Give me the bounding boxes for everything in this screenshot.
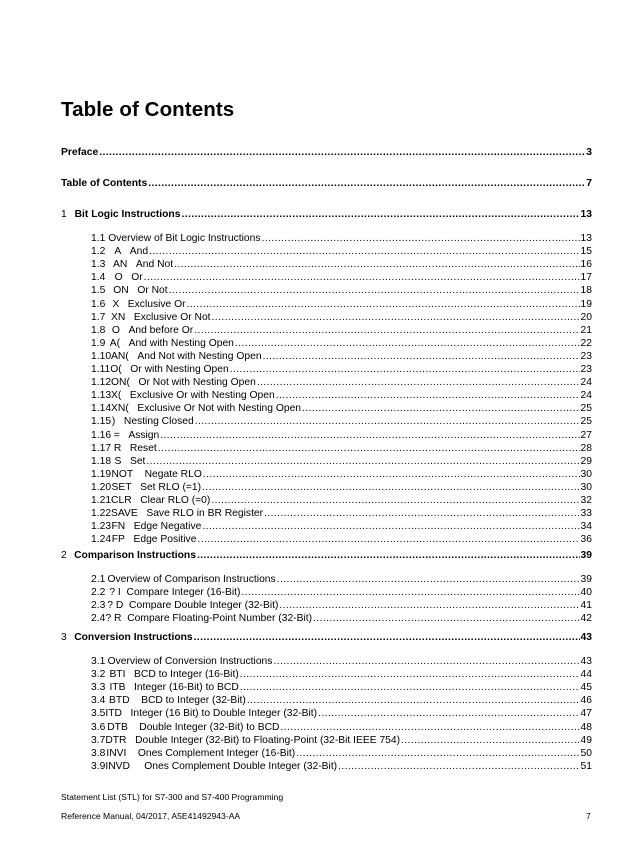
section-number: 1.2: [91, 246, 106, 258]
section-number: 1.15: [91, 416, 112, 428]
section-number: 1.24: [91, 534, 112, 546]
leader-dots: [197, 550, 580, 561]
section-number: 1.4: [91, 272, 106, 284]
leader-dots: [197, 534, 579, 545]
section-number: 1.13: [91, 390, 112, 402]
section-number: 3.5: [91, 708, 106, 720]
section-title: O Or: [114, 272, 143, 284]
section-title: INVI Ones Complement Integer (16-Bit): [106, 747, 296, 759]
leader-dots: [235, 338, 580, 349]
section-title: A( And with Nesting Open: [109, 337, 234, 349]
toc-section-entry[interactable]: [91, 272, 592, 285]
section-page: 39: [580, 574, 592, 585]
section-number: 1.19: [91, 468, 112, 480]
section-title: FP Edge Positive: [111, 534, 197, 546]
chapter-page: 39: [580, 550, 592, 561]
leader-dots: [247, 695, 580, 706]
section-number: 1.21: [91, 495, 112, 506]
leader-dots: [401, 735, 579, 746]
section-title: A And: [114, 246, 149, 258]
chapter-page: 13: [580, 209, 592, 220]
toc-section-entry[interactable]: [91, 312, 592, 325]
toc-section-entry[interactable]: [91, 495, 592, 508]
leader-dots: [338, 761, 579, 772]
section-page: 33: [580, 508, 592, 520]
leader-dots: [280, 722, 579, 733]
toc-section-entry[interactable]: [91, 416, 592, 429]
section-title: ON Or Not: [113, 285, 168, 297]
section-page: 25: [580, 416, 592, 428]
toc-section-entry[interactable]: [91, 722, 592, 735]
toc-section-entry[interactable]: [91, 613, 592, 626]
section-title: = Assign: [113, 429, 160, 441]
leader-dots: [144, 272, 580, 283]
leader-dots: [263, 351, 580, 362]
section-number: 3.6: [91, 721, 106, 733]
section-page: 43: [580, 656, 592, 667]
leader-dots: [148, 178, 585, 189]
leader-dots: [302, 403, 579, 414]
section-page: 24: [580, 390, 592, 402]
chapter-title: Comparison Instructions: [74, 550, 196, 561]
section-title: S Set: [114, 455, 146, 467]
section-title: NOT Negate RLO: [111, 468, 202, 480]
leader-dots: [211, 495, 579, 506]
section-number: 1.9: [91, 337, 106, 349]
section-page: 20: [580, 311, 592, 323]
leader-dots: [149, 246, 579, 257]
section-number: 3.9: [91, 760, 106, 772]
section-page: 32: [580, 495, 592, 506]
toc-chapter-1[interactable]: [61, 209, 592, 222]
section-page: 24: [580, 377, 592, 389]
section-page: 16: [580, 259, 592, 271]
section-page: 44: [580, 669, 592, 681]
section-title: ITD Integer (16 Bit) to Double Integer (32-Bit): [105, 708, 318, 720]
footer-page-number: 7: [586, 811, 591, 821]
toc-section-entry[interactable]: [91, 469, 592, 482]
section-page: 29: [580, 455, 592, 467]
toc-section-entry[interactable]: [91, 390, 592, 403]
section-title: ITB Integer (16-Bit) to BCD: [109, 682, 239, 694]
section-title: AN And Not: [113, 259, 174, 271]
section-page: 40: [580, 587, 592, 599]
toc-chapter-2[interactable]: [61, 550, 592, 563]
leader-dots: [318, 708, 579, 719]
toc-section-entry[interactable]: [91, 600, 592, 613]
toc-section-entry[interactable]: [91, 259, 592, 272]
section-title: ? I Compare Integer (16-Bit): [109, 587, 241, 599]
toc-section-entry[interactable]: [91, 482, 592, 495]
section-page: 42: [580, 613, 592, 625]
section-title: ? D Compare Double Integer (32-Bit): [107, 600, 279, 612]
toc-section-entry[interactable]: [91, 456, 592, 469]
page-title: Table of Contents: [61, 98, 235, 121]
section-number: 1.1: [91, 233, 106, 244]
section-page: 50: [580, 747, 592, 759]
section-number: 2.3: [91, 600, 106, 612]
leader-dots: [277, 574, 580, 585]
leader-dots: [194, 632, 580, 643]
section-number: 1.6: [91, 298, 106, 310]
leader-dots: [240, 669, 580, 680]
toc-entry-table-of-contents[interactable]: [61, 178, 592, 191]
section-page: 30: [580, 481, 592, 493]
section-title: CLR Clear RLO (=0): [111, 495, 211, 506]
leader-dots: [194, 325, 579, 336]
section-page: 45: [580, 682, 592, 694]
section-number: 1.14: [91, 403, 112, 415]
section-number: 1.22: [91, 508, 112, 520]
toc-entry-preface[interactable]: [61, 147, 592, 160]
section-page: 22: [580, 337, 592, 349]
section-page: 47: [580, 708, 592, 720]
section-number: 1.7: [91, 311, 106, 323]
section-page: 17: [580, 272, 592, 284]
toc-entry-title: Preface: [61, 147, 99, 158]
section-title: XN Exclusive Or Not: [110, 311, 211, 323]
leader-dots: [313, 613, 579, 624]
section-title: BTI BCD to Integer (16-Bit): [109, 669, 239, 681]
toc-section-entry[interactable]: [91, 508, 592, 521]
toc-section-entry[interactable]: [91, 351, 592, 364]
section-page: 34: [580, 521, 592, 533]
toc-section-entry[interactable]: [91, 521, 592, 534]
toc-section-entry[interactable]: [91, 285, 592, 298]
toc-section-entry[interactable]: [91, 748, 592, 761]
section-number: 2.1: [91, 574, 106, 585]
leader-dots: [273, 656, 579, 667]
section-page: 25: [580, 403, 592, 415]
section-title: FN Edge Negative: [111, 521, 202, 533]
toc-section-entry[interactable]: [91, 364, 592, 377]
section-title: SET Set RLO (=1): [111, 481, 202, 493]
section-number: 3.8: [91, 747, 106, 759]
section-page: 41: [580, 600, 592, 612]
toc-section-entry[interactable]: [91, 669, 592, 682]
leader-dots: [241, 587, 579, 598]
leader-dots: [160, 430, 579, 441]
section-number: 3.2: [91, 669, 106, 681]
section-title: SAVE Save RLO in BR Register: [111, 508, 264, 520]
section-title: Overview of Bit Logic Instructions: [108, 233, 261, 244]
section-title: X( Exclusive Or with Nesting Open: [111, 390, 275, 402]
section-title: ? R Compare Floating-Point Number (32-Bit): [105, 613, 313, 625]
toc-section-entry[interactable]: [91, 325, 592, 338]
leader-dots: [296, 748, 579, 759]
section-number: 3.4: [91, 695, 106, 707]
section-page: 51: [580, 760, 592, 772]
toc-section-entry[interactable]: [91, 695, 592, 708]
chapter-page: 43: [580, 632, 592, 643]
leader-dots: [187, 299, 580, 310]
section-number: 2.2: [91, 587, 106, 599]
section-page: 15: [580, 246, 592, 258]
section-title: AN( And Not with Nesting Open: [111, 350, 262, 362]
section-title: O And before Or: [111, 324, 194, 336]
leader-dots: [146, 456, 579, 467]
section-title: BTD BCD to Integer (32-Bit): [109, 695, 246, 707]
section-page: 36: [580, 534, 592, 546]
section-page: 27: [580, 429, 592, 441]
toc-entry-title: Table of Contents: [61, 178, 148, 189]
toc-section-entry[interactable]: [91, 656, 592, 669]
section-page: 49: [580, 734, 592, 746]
chapter-number: 3: [61, 632, 67, 643]
section-title: X Exclusive Or: [112, 298, 186, 310]
footer-manual-info: Reference Manual, 04/2017, A5E41492943-AA: [61, 811, 241, 821]
leader-dots: [261, 233, 579, 244]
section-page: 46: [580, 695, 592, 707]
section-title: R Reset: [113, 442, 157, 454]
toc-section-entry[interactable]: [91, 233, 592, 246]
section-number: 1.3: [91, 259, 106, 271]
leader-dots: [276, 390, 580, 401]
section-number: 3.7: [91, 734, 106, 746]
toc-section-entry[interactable]: [91, 403, 592, 416]
leader-dots: [279, 600, 579, 611]
chapter-title: Bit Logic Instructions: [74, 209, 181, 220]
section-number: 1.16: [91, 429, 112, 441]
section-number: 1.20: [91, 481, 112, 493]
toc-entry-page: 3: [586, 147, 592, 158]
section-title: Overview of Comparison Instructions: [107, 574, 276, 585]
section-page: 13: [580, 233, 592, 244]
chapter-number: 1: [61, 209, 67, 220]
toc-entry-page: 7: [586, 178, 592, 189]
toc-section-entry[interactable]: [91, 708, 592, 721]
section-title: ) Nesting Closed: [111, 416, 194, 428]
section-title: O( Or with Nesting Open: [110, 364, 229, 375]
section-number: 1.8: [91, 324, 106, 336]
section-number: 2.4: [91, 613, 106, 625]
leader-dots: [169, 285, 580, 296]
section-page: 23: [580, 364, 592, 375]
leader-dots: [203, 469, 580, 480]
leader-dots: [174, 259, 579, 270]
toc-section-entry[interactable]: [91, 246, 592, 259]
leader-dots: [158, 443, 580, 454]
toc-section-entry[interactable]: [91, 587, 592, 600]
toc-section-entry[interactable]: [91, 735, 592, 748]
toc-section-entry[interactable]: [91, 682, 592, 695]
section-number: 1.12: [91, 377, 112, 389]
section-number: 1.17: [91, 442, 112, 454]
toc-section-entry[interactable]: [91, 443, 592, 456]
leader-dots: [264, 508, 579, 519]
toc-section-entry[interactable]: [91, 338, 592, 351]
leader-dots: [202, 521, 579, 532]
chapter-number: 2: [61, 550, 67, 561]
section-number: 1.10: [91, 350, 112, 362]
section-number: 1.11: [91, 364, 111, 375]
section-title: Overview of Conversion Instructions: [107, 656, 273, 667]
toc-chapter-3[interactable]: [61, 632, 592, 645]
section-page: 23: [580, 350, 592, 362]
toc-section-entry[interactable]: [91, 299, 592, 312]
section-page: 18: [580, 285, 592, 297]
section-title: DTB Double Integer (32-Bit) to BCD: [107, 721, 280, 733]
section-title: INVD Ones Complement Double Integer (32-Bit): [105, 760, 338, 772]
leader-dots: [230, 364, 580, 375]
section-title: ON( Or Not with Nesting Open: [111, 377, 256, 389]
section-number: 3.1: [91, 656, 106, 667]
section-number: 1.23: [91, 521, 112, 533]
section-title: XN( Exclusive Or Not with Nesting Open: [111, 403, 302, 415]
toc-section-entry[interactable]: [91, 574, 592, 587]
toc-section-entry[interactable]: [91, 377, 592, 390]
section-number: 1.5: [91, 285, 106, 297]
leader-dots: [99, 147, 585, 158]
section-title: DTR Double Integer (32-Bit) to Floating-Point (32-Bit IEEE 754): [105, 734, 401, 746]
leader-dots: [181, 209, 579, 220]
leader-dots: [195, 416, 580, 427]
leader-dots: [202, 482, 579, 493]
footer-document-title: Statement List (STL) for S7-300 and S7-400 Programming: [61, 792, 284, 802]
section-page: 28: [580, 442, 592, 454]
leader-dots: [240, 682, 580, 693]
section-page: 48: [580, 721, 592, 733]
section-page: 30: [580, 468, 592, 480]
toc-section-entry[interactable]: [91, 534, 592, 547]
section-page: 21: [580, 324, 592, 336]
section-number: 3.3: [91, 682, 106, 694]
section-page: 19: [580, 298, 592, 310]
section-number: 1.18: [91, 455, 112, 467]
leader-dots: [257, 377, 580, 388]
leader-dots: [212, 312, 580, 323]
toc-section-entry[interactable]: [91, 761, 592, 774]
toc-section-entry[interactable]: [91, 430, 592, 443]
chapter-title: Conversion Instructions: [74, 632, 193, 643]
